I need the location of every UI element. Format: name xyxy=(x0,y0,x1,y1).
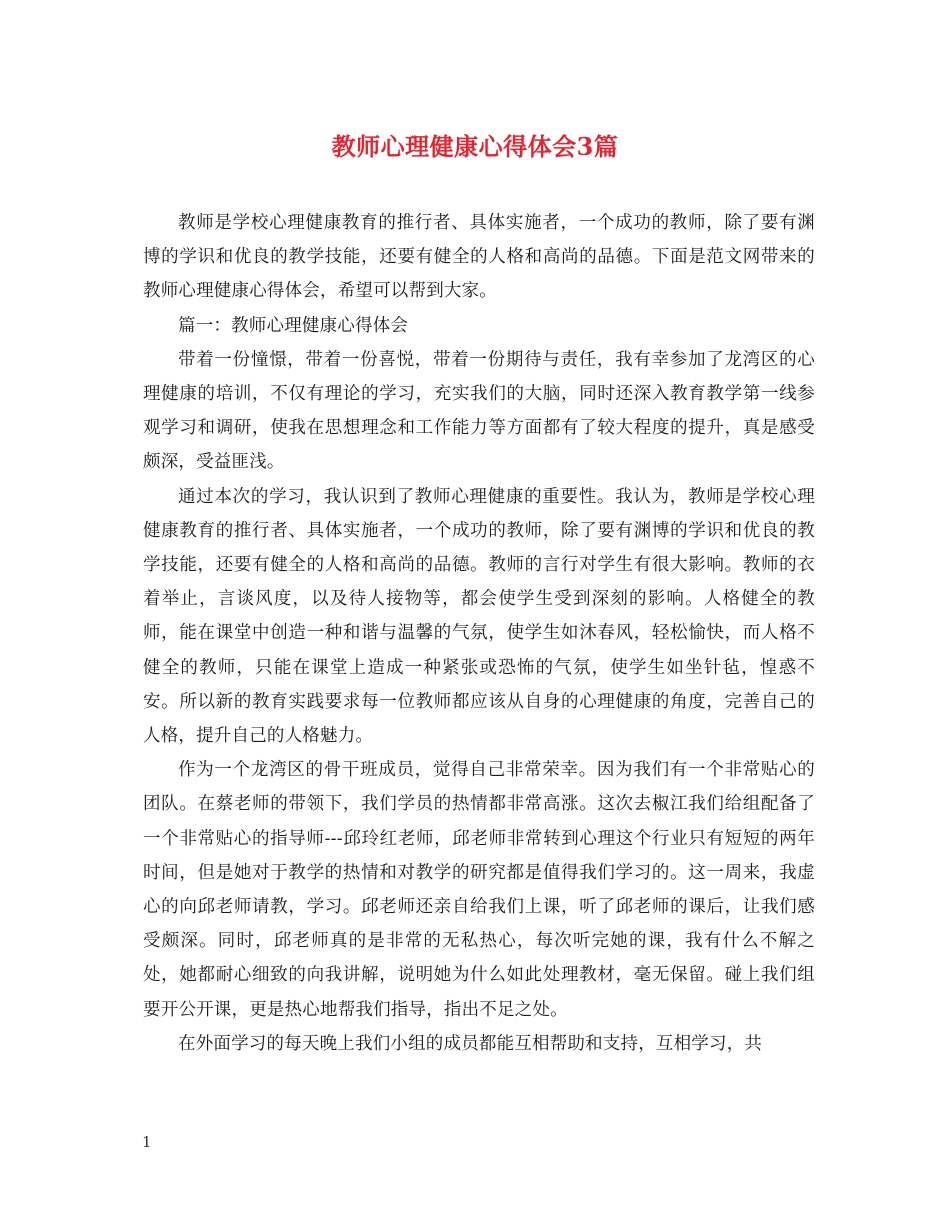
body-paragraph: 在外面学习的每天晚上我们小组的成员都能互相帮助和支持，互相学习，共 xyxy=(178,1033,763,1054)
body-paragraph: 作为一个龙湾区的骨干班成员，觉得自己非常荣幸。因为我们有一个非常贴心的团队。在蔡老师的带领下，我们学员的热情都非常高涨。这次去椒江我们给组配备了一个非常贴心的指导师---邱玲红老师，邱老师非常转到心理这个行业只有短短的两年时间，但是她对于教学的热情和对教学的研究都是值得我们学习的。这一周来，我虚心的向邱老师请教，学习。邱老师还亲自给我们上课，听了邱老师的课后，让我们感受颇深。同时，邱老师真的是非常的无私热心，每次听完她的课，我有什么不解之处，她都耐心细致的向我讲解，说明她为什么如此处理教材，毫无保留。碰上我们组要开公开课，更是热心地帮我们指导，指出不足之处。 xyxy=(143,760,815,1020)
document-title: 教师心理健康心得体会3篇 xyxy=(331,132,619,161)
intro-paragraph: 教师是学校心理健康教育的推行者、具体实施者，一个成功的教师，除了要有渊博的学识和优良的教学技能，还要有健全的人格和高尚的品德。下面是范文网带来的教师心理健康心得体会，希望可以帮到大家。 xyxy=(143,213,815,302)
body-paragraph: 带着一份憧憬，带着一份喜悦，带着一份期待与责任，我有幸参加了龙湾区的心理健康的培训，不仅有理论的学习，充实我们的大脑，同时还深入教育教学第一线参观学习和调研，使我在思想理念和工作能力等方面都有了较大程度的提升，真是感受颇深，受益匪浅。 xyxy=(143,349,815,473)
section-heading: 篇一：教师心理健康心得体会 xyxy=(178,315,409,336)
page-number: 1 xyxy=(142,1133,152,1151)
body-paragraph: 通过本次的学习，我认识到了教师心理健康的重要性。我认为，教师是学校心理健康教育的推行者、具体实施者，一个成功的教师，除了要有渊博的学识和优良的教学技能，还要有健全的人格和高尚的品德。教师的言行对学生有很大影响。教师的衣着举止，言谈风度，以及待人接物等，都会使学生受到深刻的影响。人格健全的教师，能在课堂中创造一种和谐与温馨的气氛，使学生如沐春风，轻松愉快，而人格不健全的教师，只能在课堂上造成一种紧张或恐怖的气氛，使学生如坐针毡，惶惑不安。所以新的教育实践要求每一位教师都应该从自身的心理健康的角度，完善自己的人格，提升自己的人格魅力。 xyxy=(143,486,815,747)
document-body xyxy=(143,206,815,1061)
